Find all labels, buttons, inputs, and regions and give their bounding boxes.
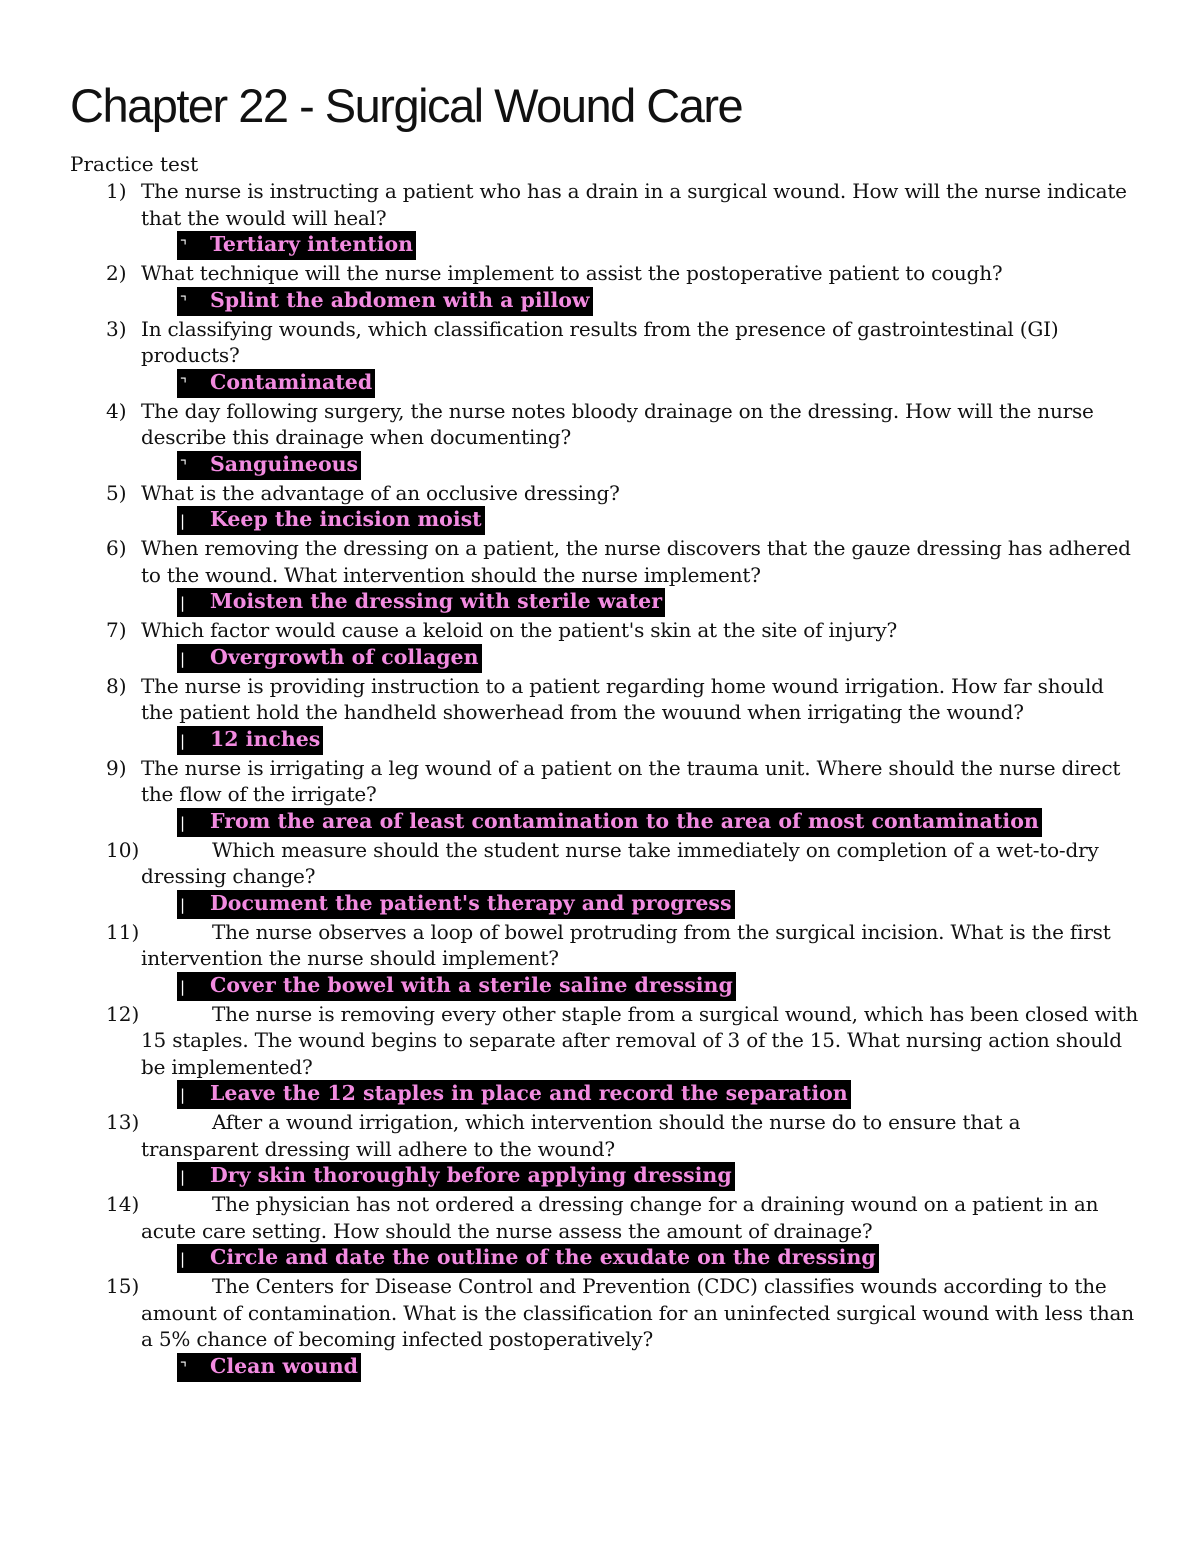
answer-text: 12 inches — [210, 726, 321, 751]
question-number: 8) — [106, 673, 127, 698]
checkbox-bullet-icon: ⌝ — [180, 456, 188, 475]
answer-text: Contaminated — [210, 369, 373, 394]
answer-text: Tertiary intention — [210, 232, 414, 256]
question-text: Which measure should the student nurse take immediately on completion of a wet-to-dry dressing change? — [141, 837, 1099, 888]
question-item — [70, 178, 1140, 260]
question-item — [70, 1001, 1140, 1110]
answer-highlight — [177, 369, 375, 398]
question-item — [70, 1273, 1140, 1382]
page-subtitle: Practice test — [70, 152, 199, 176]
question-text: The Centers for Disease Control and Prevention (CDC) classifies wounds according to the amount of contamination. What is the classification for an uninfected surgical wound with less than a 5% chance of becoming infected postoperatively? — [141, 1274, 1134, 1351]
answer-highlight — [177, 1080, 851, 1109]
question-number: 11) — [106, 919, 140, 944]
question-item — [70, 755, 1140, 837]
checkbox-bullet-icon: ⌝ — [180, 292, 188, 311]
answer-highlight — [177, 644, 482, 673]
question-item — [70, 480, 1140, 536]
bar-bullet-icon: | — [180, 977, 186, 996]
answer-highlight — [177, 808, 1042, 837]
answer-text: Moisten the dressing with sterile water — [210, 589, 663, 613]
question-item — [70, 316, 1140, 398]
question-text: The physician has not ordered a dressing change for a draining wound on a patient in an acute care setting. How should the nurse assess the amount of drainage? — [141, 1192, 1099, 1243]
question-item — [70, 1191, 1140, 1273]
checkbox-bullet-icon: ⌝ — [180, 374, 188, 393]
question-item — [70, 837, 1140, 919]
question-number: 10) — [106, 837, 140, 862]
question-text: What is the advantage of an occlusive dressing? — [141, 480, 620, 505]
question-number: 13) — [106, 1110, 140, 1134]
question-number: 5) — [106, 480, 127, 505]
bar-bullet-icon: | — [180, 813, 186, 832]
question-number: 14) — [106, 1192, 140, 1216]
answer-highlight — [177, 451, 361, 480]
answer-highlight — [177, 726, 323, 755]
answer-text: Cover the bowel with a sterile saline dressing — [210, 972, 733, 997]
answer-text: Overgrowth of collagen — [210, 644, 479, 669]
answer-highlight — [177, 1162, 735, 1191]
question-text: The day following surgery, the nurse notes bloody drainage on the dressing. How will the nurse describe this drainage when documenting? — [141, 398, 1094, 449]
bar-bullet-icon: | — [180, 649, 186, 668]
question-number: 2) — [106, 261, 127, 285]
answer-highlight — [177, 588, 665, 617]
question-item — [70, 260, 1140, 316]
answer-highlight — [177, 506, 485, 535]
question-number: 4) — [106, 398, 127, 423]
answer-text: Circle and date the outline of the exudate on the dressing — [210, 1245, 876, 1269]
question-number: 7) — [106, 618, 127, 642]
bar-bullet-icon: | — [180, 731, 186, 750]
answer-text: Leave the 12 staples in place and record the separation — [210, 1081, 848, 1105]
question-text: The nurse is providing instruction to a patient regarding home wound irrigation. How far should the patient hold the handheld showerhead from the wouund when irrigating the wound? — [141, 673, 1104, 724]
question-list — [70, 178, 1140, 1382]
answer-text: From the area of least contamination to the area of most contamination — [210, 808, 1039, 833]
answer-text: Document the patient's therapy and progress — [210, 890, 732, 915]
question-number: 12) — [106, 1001, 140, 1026]
question-item — [70, 673, 1140, 755]
answer-highlight — [177, 1353, 361, 1382]
question-text: The nurse is instructing a patient who has a drain in a surgical wound. How will the nurse indicate that the would will heal? — [141, 179, 1127, 230]
answer-highlight — [177, 890, 735, 919]
bar-bullet-icon: | — [180, 895, 186, 914]
question-text: What technique will the nurse implement to assist the postoperative patient to cough? — [141, 261, 1003, 285]
bar-bullet-icon: | — [180, 1250, 186, 1268]
bar-bullet-icon: | — [180, 1168, 186, 1186]
question-text: The nurse is irrigating a leg wound of a patient on the trauma unit. Where should the nurse direct the flow of the irrigate? — [141, 755, 1121, 806]
question-number: 1) — [106, 179, 127, 203]
question-item — [70, 1109, 1140, 1191]
answer-highlight — [177, 231, 416, 260]
page-title: Chapter 22 - Surgical Wound Care — [70, 79, 743, 132]
answer-highlight — [177, 1244, 879, 1273]
answer-text: Keep the incision moist — [210, 507, 482, 531]
question-text: In classifying wounds, which classification results from the presence of gastrointestinal (GI) products? — [141, 316, 1059, 367]
question-item — [70, 919, 1140, 1001]
question-number: 15) — [106, 1274, 140, 1298]
question-text: After a wound irrigation, which intervention should the nurse do to ensure that a transparent dressing will adhere to the wound? — [141, 1110, 1021, 1161]
bar-bullet-icon: | — [180, 594, 186, 612]
question-text: The nurse observes a loop of bowel protruding from the surgical incision. What is the first intervention the nurse should implement? — [141, 919, 1111, 970]
question-number: 6) — [106, 536, 127, 560]
question-item — [70, 398, 1140, 480]
question-text: When removing the dressing on a patient, the nurse discovers that the gauze dressing has adhered to the wound. What intervention should the nurse implement? — [141, 536, 1131, 587]
bar-bullet-icon: | — [180, 512, 186, 530]
document-page — [70, 78, 1140, 1382]
question-item — [70, 535, 1140, 617]
bar-bullet-icon: | — [180, 1086, 186, 1104]
answer-text: Splint the abdomen with a pillow — [210, 287, 590, 312]
answer-text: Dry skin thoroughly before applying dressing — [210, 1163, 732, 1187]
question-number: 9) — [106, 755, 127, 780]
answer-text: Clean wound — [210, 1353, 358, 1378]
checkbox-bullet-icon: ⌝ — [180, 237, 188, 255]
answer-highlight — [177, 972, 736, 1001]
question-item — [70, 617, 1140, 673]
answer-text: Sanguineous — [210, 451, 359, 476]
question-text: Which factor would cause a keloid on the patient's skin at the site of injury? — [141, 618, 897, 642]
answer-highlight — [177, 287, 593, 316]
question-text: The nurse is removing every other staple from a surgical wound, which has been closed with 15 staples. The wound begins to separate after removal of 3 of the 15. What nursing action should be implemented? — [141, 1001, 1139, 1079]
checkbox-bullet-icon: ⌝ — [180, 1358, 188, 1377]
question-number: 3) — [106, 316, 127, 341]
